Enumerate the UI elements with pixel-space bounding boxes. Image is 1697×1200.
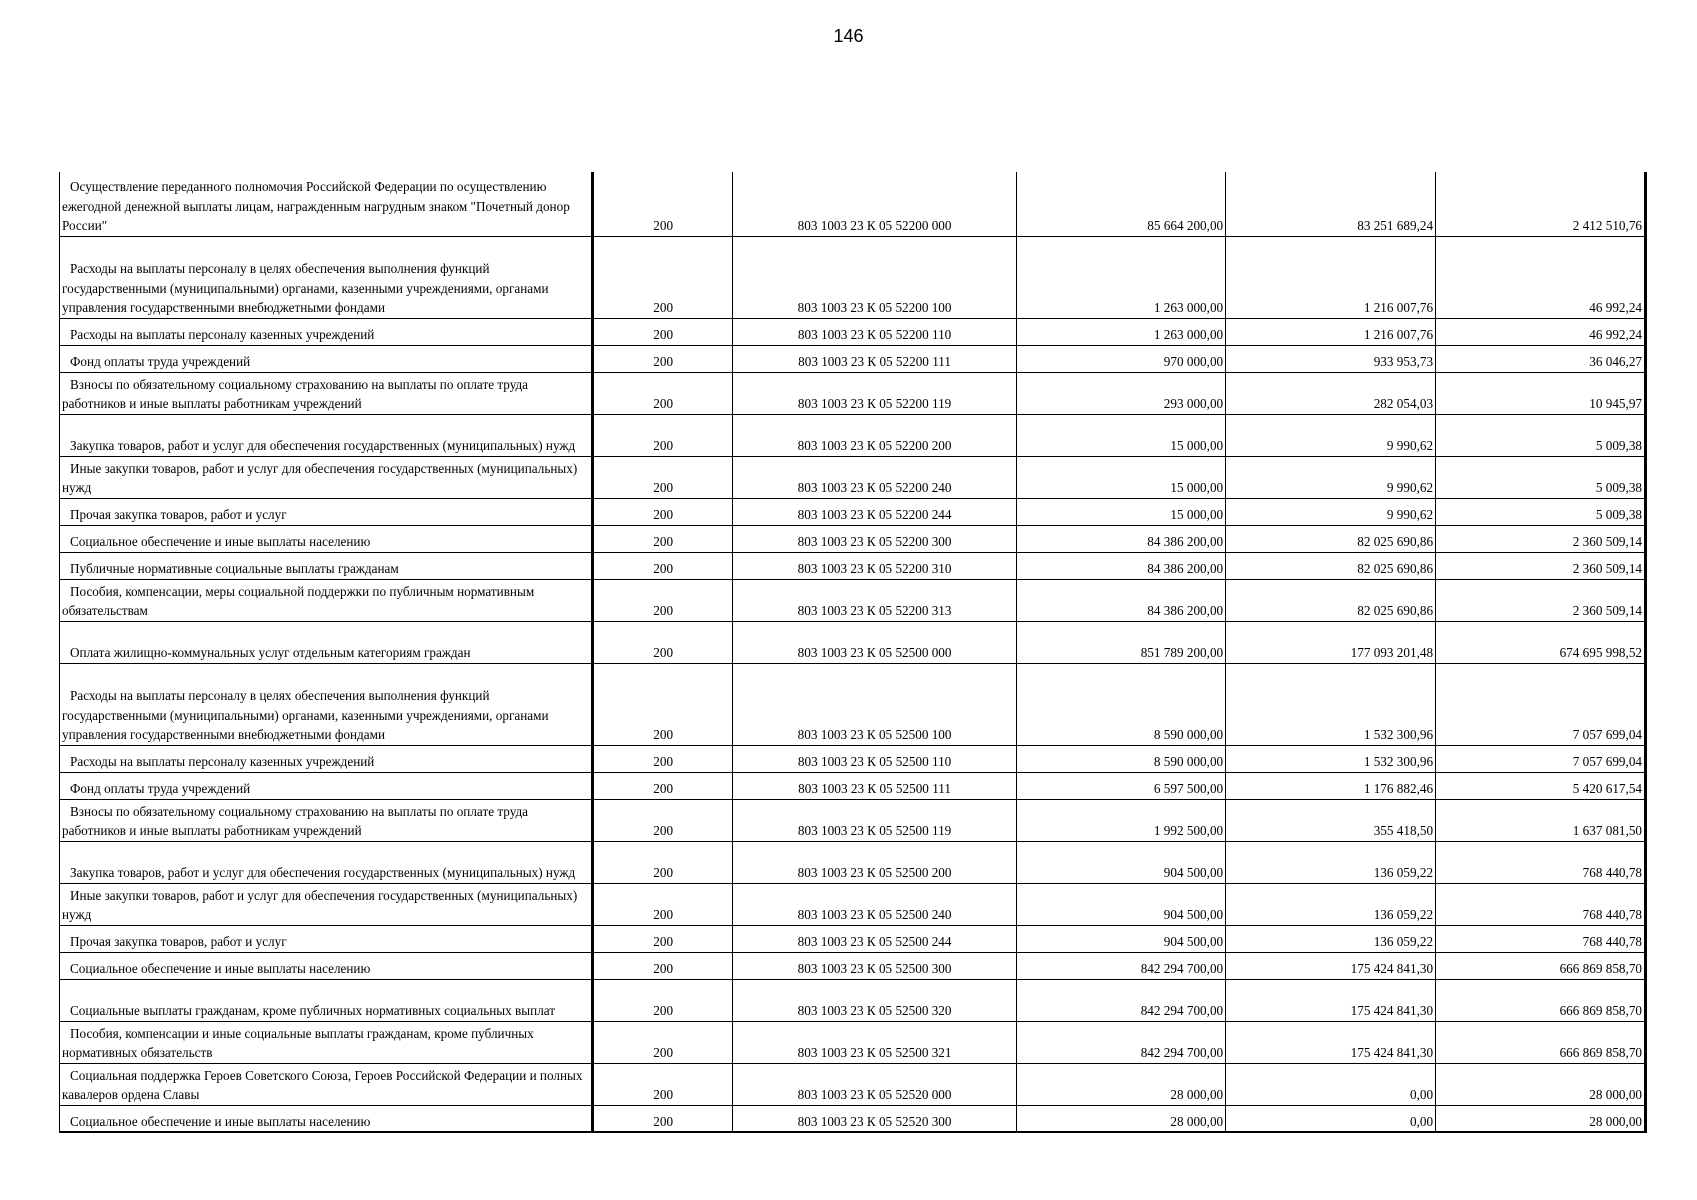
unexecuted-amount-cell: 10 945,97 (1436, 372, 1646, 414)
table-row (60, 172, 1646, 236)
budget-code-cell: 803 1003 23 К 05 52500 321 (732, 1021, 1016, 1063)
line-code-cell: 200 (593, 525, 733, 552)
executed-amount-cell: 1 176 882,46 (1226, 772, 1436, 799)
approved-amount-cell: 1 992 500,00 (1017, 799, 1226, 841)
table-row (60, 772, 1646, 799)
executed-amount-cell: 1 532 300,96 (1226, 663, 1436, 745)
unexecuted-amount-cell: 46 992,24 (1436, 236, 1646, 318)
approved-amount-cell: 15 000,00 (1017, 456, 1226, 498)
approved-amount-cell: 15 000,00 (1017, 498, 1226, 525)
approved-amount-cell: 8 590 000,00 (1017, 663, 1226, 745)
unexecuted-amount-cell: 28 000,00 (1436, 1105, 1646, 1132)
page-number: 146 (833, 26, 864, 46)
expense-name-cell: Фонд оплаты труда учреждений (60, 345, 593, 372)
expense-name-cell: Взносы по обязательному социальному страхованию на выплаты по оплате труда работников и иные выплаты работникам учреждений (60, 799, 593, 841)
line-code-cell: 200 (593, 745, 733, 772)
executed-amount-cell: 1 216 007,76 (1226, 236, 1436, 318)
unexecuted-amount-cell: 5 009,38 (1436, 498, 1646, 525)
executed-amount-cell: 177 093 201,48 (1226, 621, 1436, 663)
expense-name-cell: Пособия, компенсации и иные социальные выплаты гражданам, кроме публичных нормативных обязательств (60, 1021, 593, 1063)
budget-code-cell: 803 1003 23 К 05 52200 119 (732, 372, 1016, 414)
table-row (60, 979, 1646, 1021)
executed-amount-cell: 175 424 841,30 (1226, 979, 1436, 1021)
line-code-cell: 200 (593, 1021, 733, 1063)
unexecuted-amount-cell: 5 009,38 (1436, 456, 1646, 498)
line-code-cell: 200 (593, 172, 733, 236)
executed-amount-cell: 136 059,22 (1226, 883, 1436, 925)
approved-amount-cell: 8 590 000,00 (1017, 745, 1226, 772)
unexecuted-amount-cell: 2 360 509,14 (1436, 552, 1646, 579)
expense-name-cell: Расходы на выплаты персоналу казенных учреждений (60, 318, 593, 345)
table-row (60, 1105, 1646, 1132)
expense-name-cell: Расходы на выплаты персоналу казенных учреждений (60, 745, 593, 772)
budget-code-cell: 803 1003 23 К 05 52500 111 (732, 772, 1016, 799)
expense-name-cell: Взносы по обязательному социальному страхованию на выплаты по оплате труда работников и иные выплаты работникам учреждений (60, 372, 593, 414)
line-code-cell: 200 (593, 498, 733, 525)
unexecuted-amount-cell: 674 695 998,52 (1436, 621, 1646, 663)
executed-amount-cell: 933 953,73 (1226, 345, 1436, 372)
line-code-cell: 200 (593, 236, 733, 318)
budget-code-cell: 803 1003 23 К 05 52200 244 (732, 498, 1016, 525)
approved-amount-cell: 84 386 200,00 (1017, 525, 1226, 552)
expense-name-cell: Расходы на выплаты персоналу в целях обеспечения выполнения функций государственными (муниципальными) органами, казенными учреждениями, органами управления государственными внебюджетными фондами (60, 663, 593, 745)
budget-code-cell: 803 1003 23 К 05 52500 240 (732, 883, 1016, 925)
budget-code-cell: 803 1003 23 К 05 52520 300 (732, 1105, 1016, 1132)
line-code-cell: 200 (593, 552, 733, 579)
line-code-cell: 200 (593, 663, 733, 745)
approved-amount-cell: 293 000,00 (1017, 372, 1226, 414)
executed-amount-cell: 355 418,50 (1226, 799, 1436, 841)
line-code-cell: 200 (593, 345, 733, 372)
approved-amount-cell: 842 294 700,00 (1017, 1021, 1226, 1063)
expense-name-cell: Иные закупки товаров, работ и услуг для обеспечения государственных (муниципальных) нужд (60, 456, 593, 498)
approved-amount-cell: 842 294 700,00 (1017, 952, 1226, 979)
approved-amount-cell: 970 000,00 (1017, 345, 1226, 372)
approved-amount-cell: 851 789 200,00 (1017, 621, 1226, 663)
expense-name-cell: Фонд оплаты труда учреждений (60, 772, 593, 799)
executed-amount-cell: 83 251 689,24 (1226, 172, 1436, 236)
budget-code-cell: 803 1003 23 К 05 52500 300 (732, 952, 1016, 979)
table-row (60, 663, 1646, 745)
executed-amount-cell: 175 424 841,30 (1226, 952, 1436, 979)
unexecuted-amount-cell: 7 057 699,04 (1436, 663, 1646, 745)
table-row (60, 621, 1646, 663)
unexecuted-amount-cell: 2 360 509,14 (1436, 525, 1646, 552)
approved-amount-cell: 904 500,00 (1017, 841, 1226, 883)
table-row (60, 456, 1646, 498)
line-code-cell: 200 (593, 799, 733, 841)
table-row (60, 952, 1646, 979)
table-row (60, 1063, 1646, 1105)
line-code-cell: 200 (593, 318, 733, 345)
table-row (60, 498, 1646, 525)
budget-code-cell: 803 1003 23 К 05 52500 100 (732, 663, 1016, 745)
unexecuted-amount-cell: 2 360 509,14 (1436, 579, 1646, 621)
expense-name-cell: Социальное обеспечение и иные выплаты населению (60, 1105, 593, 1132)
expense-name-cell: Социальные выплаты гражданам, кроме публичных нормативных социальных выплат (60, 979, 593, 1021)
unexecuted-amount-cell: 46 992,24 (1436, 318, 1646, 345)
table-row (60, 745, 1646, 772)
executed-amount-cell: 0,00 (1226, 1063, 1436, 1105)
line-code-cell: 200 (593, 952, 733, 979)
unexecuted-amount-cell: 666 869 858,70 (1436, 952, 1646, 979)
table-row (60, 236, 1646, 318)
approved-amount-cell: 6 597 500,00 (1017, 772, 1226, 799)
budget-code-cell: 803 1003 23 К 05 52500 200 (732, 841, 1016, 883)
table-row (60, 345, 1646, 372)
budget-code-cell: 803 1003 23 К 05 52200 310 (732, 552, 1016, 579)
approved-amount-cell: 1 263 000,00 (1017, 236, 1226, 318)
table-row (60, 799, 1646, 841)
unexecuted-amount-cell: 1 637 081,50 (1436, 799, 1646, 841)
unexecuted-amount-cell: 7 057 699,04 (1436, 745, 1646, 772)
approved-amount-cell: 84 386 200,00 (1017, 552, 1226, 579)
unexecuted-amount-cell: 5 009,38 (1436, 414, 1646, 456)
unexecuted-amount-cell: 36 046,27 (1436, 345, 1646, 372)
budget-code-cell: 803 1003 23 К 05 52200 100 (732, 236, 1016, 318)
executed-amount-cell: 9 990,62 (1226, 456, 1436, 498)
budget-code-cell: 803 1003 23 К 05 52200 110 (732, 318, 1016, 345)
unexecuted-amount-cell: 5 420 617,54 (1436, 772, 1646, 799)
budget-code-cell: 803 1003 23 К 05 52200 300 (732, 525, 1016, 552)
approved-amount-cell: 15 000,00 (1017, 414, 1226, 456)
budget-code-cell: 803 1003 23 К 05 52200 200 (732, 414, 1016, 456)
expense-name-cell: Социальная поддержка Героев Советского Союза, Героев Российской Федерации и полных кавалеров ордена Славы (60, 1063, 593, 1105)
approved-amount-cell: 904 500,00 (1017, 883, 1226, 925)
unexecuted-amount-cell: 768 440,78 (1436, 925, 1646, 952)
expense-name-cell: Закупка товаров, работ и услуг для обеспечения государственных (муниципальных) нужд (60, 841, 593, 883)
approved-amount-cell: 84 386 200,00 (1017, 579, 1226, 621)
budget-code-cell: 803 1003 23 К 05 52500 119 (732, 799, 1016, 841)
executed-amount-cell: 0,00 (1226, 1105, 1436, 1132)
approved-amount-cell: 1 263 000,00 (1017, 318, 1226, 345)
expense-name-cell: Социальное обеспечение и иные выплаты населению (60, 525, 593, 552)
approved-amount-cell: 28 000,00 (1017, 1105, 1226, 1132)
budget-code-cell: 803 1003 23 К 05 52520 000 (732, 1063, 1016, 1105)
budget-execution-table (59, 172, 1647, 1133)
line-code-cell: 200 (593, 621, 733, 663)
unexecuted-amount-cell: 768 440,78 (1436, 883, 1646, 925)
executed-amount-cell: 1 216 007,76 (1226, 318, 1436, 345)
line-code-cell: 200 (593, 372, 733, 414)
budget-code-cell: 803 1003 23 К 05 52500 110 (732, 745, 1016, 772)
expense-name-cell: Публичные нормативные социальные выплаты гражданам (60, 552, 593, 579)
table-body (60, 172, 1646, 1132)
budget-code-cell: 803 1003 23 К 05 52500 320 (732, 979, 1016, 1021)
executed-amount-cell: 175 424 841,30 (1226, 1021, 1436, 1063)
executed-amount-cell: 9 990,62 (1226, 414, 1436, 456)
line-code-cell: 200 (593, 841, 733, 883)
line-code-cell: 200 (593, 1063, 733, 1105)
unexecuted-amount-cell: 666 869 858,70 (1436, 979, 1646, 1021)
budget-code-cell: 803 1003 23 К 05 52200 313 (732, 579, 1016, 621)
executed-amount-cell: 82 025 690,86 (1226, 525, 1436, 552)
table-row (60, 318, 1646, 345)
budget-code-cell: 803 1003 23 К 05 52500 000 (732, 621, 1016, 663)
line-code-cell: 200 (593, 1105, 733, 1132)
approved-amount-cell: 904 500,00 (1017, 925, 1226, 952)
line-code-cell: 200 (593, 772, 733, 799)
expense-name-cell: Прочая закупка товаров, работ и услуг (60, 498, 593, 525)
executed-amount-cell: 1 532 300,96 (1226, 745, 1436, 772)
unexecuted-amount-cell: 666 869 858,70 (1436, 1021, 1646, 1063)
unexecuted-amount-cell: 768 440,78 (1436, 841, 1646, 883)
budget-code-cell: 803 1003 23 К 05 52500 244 (732, 925, 1016, 952)
table-row (60, 552, 1646, 579)
approved-amount-cell: 842 294 700,00 (1017, 979, 1226, 1021)
table-row (60, 841, 1646, 883)
executed-amount-cell: 282 054,03 (1226, 372, 1436, 414)
line-code-cell: 200 (593, 456, 733, 498)
approved-amount-cell: 28 000,00 (1017, 1063, 1226, 1105)
executed-amount-cell: 82 025 690,86 (1226, 579, 1436, 621)
expense-name-cell: Прочая закупка товаров, работ и услуг (60, 925, 593, 952)
table-row (60, 883, 1646, 925)
executed-amount-cell: 82 025 690,86 (1226, 552, 1436, 579)
expense-name-cell: Пособия, компенсации, меры социальной поддержки по публичным нормативным обязательствам (60, 579, 593, 621)
executed-amount-cell: 136 059,22 (1226, 841, 1436, 883)
line-code-cell: 200 (593, 883, 733, 925)
executed-amount-cell: 136 059,22 (1226, 925, 1436, 952)
budget-code-cell: 803 1003 23 К 05 52200 000 (732, 172, 1016, 236)
expense-name-cell: Иные закупки товаров, работ и услуг для обеспечения государственных (муниципальных) нужд (60, 883, 593, 925)
unexecuted-amount-cell: 2 412 510,76 (1436, 172, 1646, 236)
approved-amount-cell: 85 664 200,00 (1017, 172, 1226, 236)
expense-name-cell: Социальное обеспечение и иные выплаты населению (60, 952, 593, 979)
expense-name-cell: Оплата жилищно-коммунальных услуг отдельным категориям граждан (60, 621, 593, 663)
unexecuted-amount-cell: 28 000,00 (1436, 1063, 1646, 1105)
expense-name-cell: Закупка товаров, работ и услуг для обеспечения государственных (муниципальных) нужд (60, 414, 593, 456)
budget-code-cell: 803 1003 23 К 05 52200 240 (732, 456, 1016, 498)
table-row (60, 579, 1646, 621)
table-row (60, 372, 1646, 414)
line-code-cell: 200 (593, 925, 733, 952)
executed-amount-cell: 9 990,62 (1226, 498, 1436, 525)
line-code-cell: 200 (593, 579, 733, 621)
table-row (60, 925, 1646, 952)
table-row (60, 1021, 1646, 1063)
line-code-cell: 200 (593, 414, 733, 456)
line-code-cell: 200 (593, 979, 733, 1021)
table-row (60, 414, 1646, 456)
expense-name-cell: Расходы на выплаты персоналу в целях обеспечения выполнения функций государственными (муниципальными) органами, казенными учреждениями, органами управления государственными внебюджетными фондами (60, 236, 593, 318)
budget-code-cell: 803 1003 23 К 05 52200 111 (732, 345, 1016, 372)
expense-name-cell: Осуществление переданного полномочия Российской Федерации по осуществлению ежегодной денежной выплаты лицам, награжденным нагрудным знаком "Почетный донор России" (60, 172, 593, 236)
table-row (60, 525, 1646, 552)
